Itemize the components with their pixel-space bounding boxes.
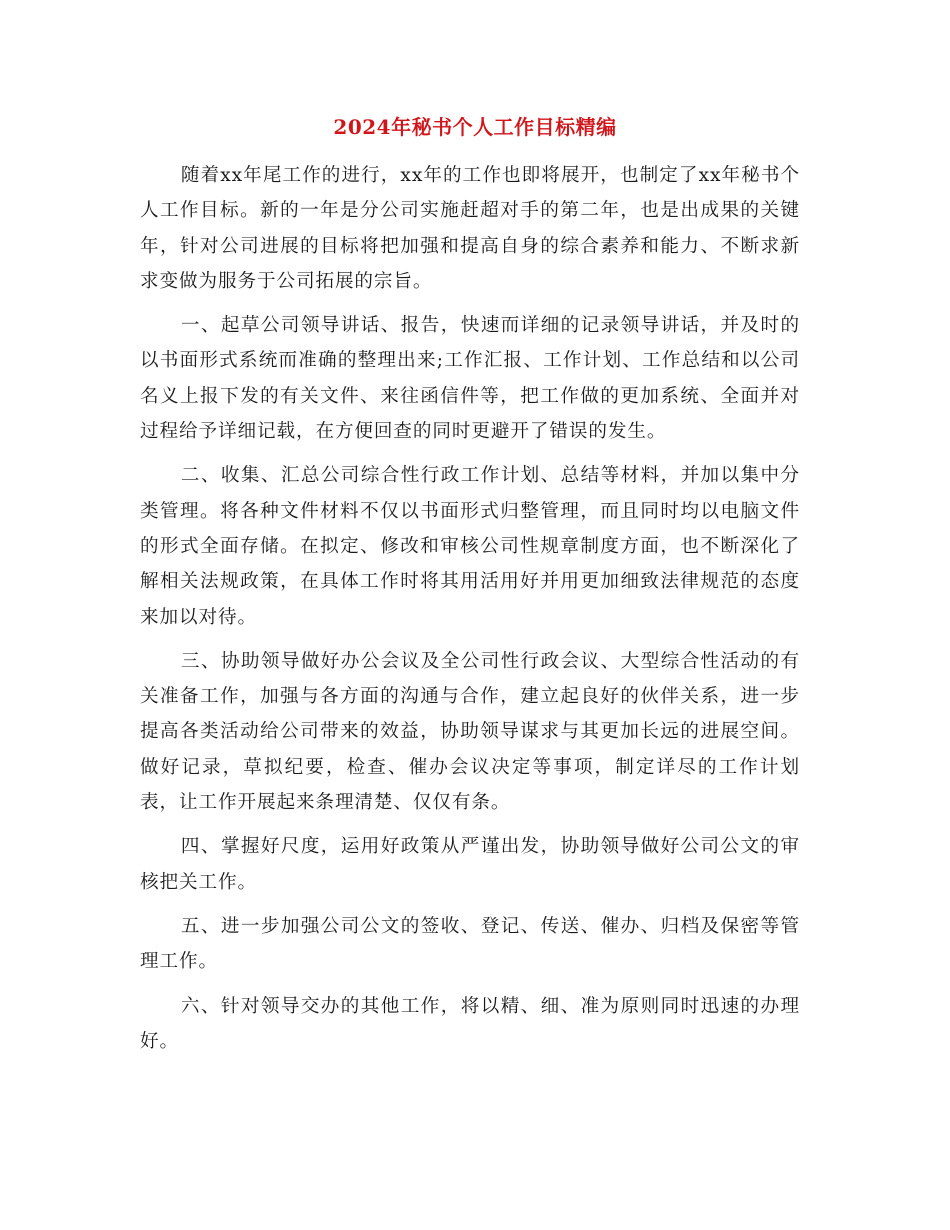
paragraph-intro: 随着xx年尾工作的进行，xx年的工作也即将展开，也制定了xx年秘书个人工作目标。新的一年是分公司实施赶超对手的第二年，也是出成果的关键年，针对公司进展的目标将把加强和提高自身的综合素养和能力、不断求新求变做为服务于公司拓展的宗旨。 xyxy=(140,165,800,292)
paragraph-item-3: 三、协助领导做好办公会议及全公司性行政会议、大型综合性活动的有关准备工作，加强与各方面的沟通与合作，建立起良好的伙伴关系，进一步提高各类活动给公司带来的效益，协助领导谋求与其更加长远的进展空间。做好记录，草拟纪要，检查、催办会议决定等事项，制定详尽的工作计划表，让工作开展起来条理清楚、仅仅有条。 xyxy=(140,650,800,814)
paragraph-item-4: 四、掌握好尺度，运用好政策从严谨出发，协助领导做好公司公文的审核把关工作。 xyxy=(140,836,800,893)
paragraph-item-1: 一、起草公司领导讲话、报告，快速而详细的记录领导讲话，并及时的以书面形式系统而准确的整理出来;工作汇报、工作计划、工作总结和以公司名义上报下发的有关文件、来往函信件等，把工作做的更加系统、全面并对过程给予详细记载，在方便回查的同时更避开了错误的发生。 xyxy=(140,315,800,443)
paragraph-item-6: 六、针对领导交办的其他工作，将以精、细、准为原则同时迅速的办理好。 xyxy=(140,995,800,1052)
document-title: 2024年秘书个人工作目标精编 xyxy=(333,115,617,139)
document-body xyxy=(140,158,800,1068)
paragraph-item-5: 五、进一步加强公司公文的签收、登记、传送、催办、归档及保密等管理工作。 xyxy=(140,915,800,973)
paragraph-item-2: 二、收集、汇总公司综合性行政工作计划、总结等材料，并加以集中分类管理。将各种文件材料不仅以书面形式归整管理，而且同时均以电脑文件的形式全面存储。在拟定、修改和审核公司性规章制度方面，也不断深化了解相关法规政策，在具体工作时将其用活用好并用更加细致法律规范的态度来加以对待。 xyxy=(140,465,800,628)
